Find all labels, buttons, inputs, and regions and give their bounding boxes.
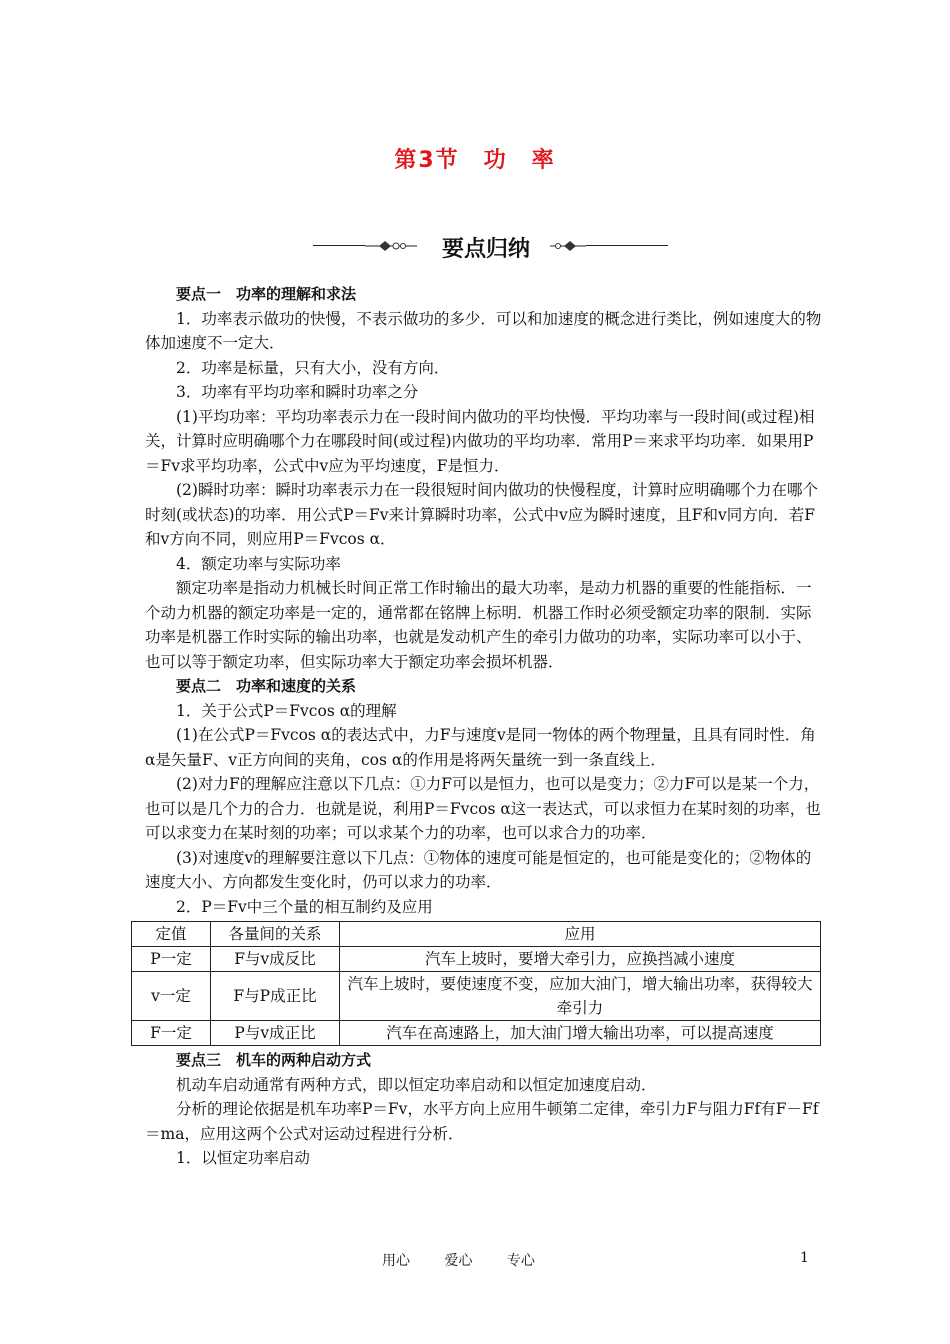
relation-table [131, 921, 821, 1046]
banner-line-right [586, 245, 668, 246]
footer-word: 用心 [382, 1253, 410, 1269]
paragraph: (3)对速度v的理解要注意以下几点：①物体的速度可能是恒定的，也可能是变化的；②物体的速度大小、方向都发生变化时，仍可以求力的功率． [145, 848, 812, 891]
paragraph: (1)在公式P＝Fvcos α的表达式中，力F与速度v是同一物体的两个物理量，且具有同时性．角α是矢量F、v正方向间的夹角，cos α的作用是将两矢量统一到一条直线上． [145, 726, 816, 769]
table-header-row [132, 922, 821, 947]
table-cell: F与v成反比 [211, 947, 340, 972]
page-number: 1 [800, 1250, 809, 1266]
table-cell: F一定 [132, 1021, 211, 1046]
banner-line-left [313, 245, 365, 246]
paragraph: (2)对力F的理解应注意以下几点：①力F可以是恒力，也可以是变力；②力F可以是某一个力，也可以是几个力的合力．也就是说，利用P＝Fvcos α这一表达式，可以求恒力在某时刻的功率，也可以求变力在某时刻的功率；可以求某个力的功率，也可以求合力的功率． [145, 775, 821, 842]
table-cell: 汽车上坡时，要增大牵引力，应换挡减小速度 [340, 947, 821, 972]
page-title: 第3节 功 率 [394, 148, 556, 173]
content [145, 282, 825, 1171]
table-row [132, 972, 821, 1021]
footer-word: 爱心 [444, 1253, 473, 1269]
table-row [132, 1021, 821, 1046]
paragraph: 2．功率是标量，只有大小，没有方向． [176, 358, 450, 377]
paragraph: 额定功率是指动力机械长时间正常工作时输出的最大功率，是动力机器的重要的性能指标．一个动力机器的额定功率是一定的，通常都在铭牌上标明．机器工作时必须受额定功率的限制．实际功率是机器工作时实际的输出功率，也就是发动机产生的牵引力做功的功率，实际功率可以小于、也可以等于额定功率，但实际功率大于额定功率会损坏机器． [145, 579, 812, 671]
paragraph: 1．关于公式P＝Fvcos α的理解 [176, 701, 397, 720]
paragraph: 机动车启动通常有两种方式，即以恒定功率启动和以恒定加速度启动． [176, 1075, 657, 1094]
ornament-icon [550, 239, 586, 253]
section-heading: 要点一 功率的理解和求法 [176, 285, 357, 303]
section-heading: 要点三 机车的两种启动方式 [176, 1051, 372, 1069]
paragraph: (1)平均功率：平均功率表示力在一段时间内做功的平均快慢．平均功率与一段时间(或过程)相关，计算时应明确哪个力在哪段时间(或过程)内做功的平均功率．常用P＝来求平均功率．如果用P＝Fv求平均功率，公式中v应为平均速度，F是恒力． [145, 407, 815, 475]
banner-title: 要点归纳 [441, 237, 530, 262]
table-cell: P一定 [132, 947, 211, 972]
table-row [132, 947, 821, 972]
table-cell: v一定 [132, 972, 211, 1021]
table-cell: F与P成正比 [211, 972, 340, 1021]
section-heading: 要点二 功率和速度的关系 [176, 677, 357, 695]
table-cell: 汽车上坡时，要使速度不变，应加大油门，增大输出功率，获得较大牵引力 [340, 972, 821, 1021]
section-banner [0, 232, 950, 262]
footer-word: 专心 [506, 1253, 535, 1269]
paragraph: 分析的理论依据是机车功率P＝Fv，水平方向上应用牛顿第二定律，牵引力F与阻力Ff有F－Ff＝ma，应用这两个公式对运动过程进行分析． [145, 1100, 819, 1143]
paragraph: 3．功率有平均功率和瞬时功率之分 [176, 383, 419, 401]
table-cell: P与v成正比 [211, 1021, 340, 1046]
paragraph: (2)瞬时功率：瞬时功率表示力在一段很短时间内做功的快慢程度，计算时应明确哪个力在哪个时刻(或状态)的功率．用公式P＝Fv来计算瞬时功率，公式中v应为瞬时速度，且F和v同方向．若F和v方向不同，则应用P＝Fvcos α． [145, 481, 818, 548]
ornament-icon [365, 239, 417, 253]
paragraph: 1．功率表示做功的快慢，不表示做功的多少．可以和加速度的概念进行类比，例如速度大的物体加速度不一定大． [145, 309, 822, 352]
paragraph: 2．P＝Fv中三个量的相互制约及应用 [176, 897, 433, 916]
table-header: 应用 [340, 922, 821, 947]
paragraph: 1．以恒定功率启动 [176, 1149, 310, 1167]
table-header: 定值 [132, 922, 211, 947]
table-cell: 汽车在高速路上，加大油门增大输出功率，可以提高速度 [340, 1021, 821, 1046]
paragraph: 4．额定功率与实际功率 [176, 554, 341, 573]
table-header: 各量间的关系 [211, 922, 340, 947]
